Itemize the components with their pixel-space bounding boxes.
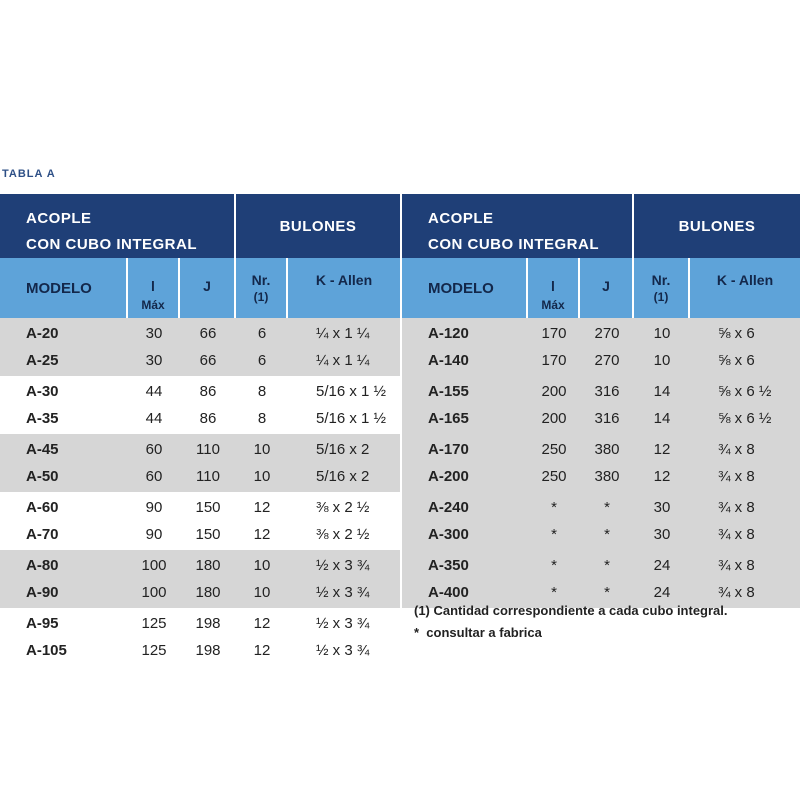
table-row	[0, 579, 400, 606]
cell-j: 110	[196, 468, 220, 485]
table-row	[402, 521, 800, 548]
row-group	[0, 376, 400, 434]
cell-l-max: 90	[145, 499, 163, 516]
cell-nr: 6	[257, 325, 267, 342]
cell-l-max: 30	[145, 325, 163, 342]
row-group	[402, 434, 800, 492]
cell-kallen: ⅝ x 6 ½	[718, 383, 772, 400]
cell-l-max: 60	[145, 441, 163, 458]
cell-kallen: ⅝ x 6	[718, 325, 755, 342]
row-group	[0, 492, 400, 550]
cell-modelo: A-165	[428, 410, 469, 427]
cell-j: *	[604, 526, 610, 543]
cell-j: 110	[196, 441, 220, 458]
cell-modelo: A-200	[428, 468, 469, 485]
cell-l-max: 200	[541, 410, 567, 427]
table-row	[0, 521, 400, 548]
cell-nr: 10	[253, 441, 271, 458]
cell-modelo: A-90	[26, 584, 59, 601]
cell-nr: 10	[653, 352, 671, 369]
cell-modelo: A-120	[428, 325, 469, 342]
cell-nr: 10	[253, 468, 271, 485]
cell-j: 270	[594, 352, 620, 369]
cell-nr: 10	[253, 584, 271, 601]
header-j-label: J	[203, 278, 211, 294]
table-body-right	[402, 318, 800, 608]
cell-modelo: A-140	[428, 352, 469, 369]
table-row	[0, 378, 400, 405]
table-row	[402, 494, 800, 521]
cell-modelo: A-105	[26, 642, 67, 659]
cell-modelo: A-240	[428, 499, 469, 516]
cell-modelo: A-170	[428, 441, 469, 458]
cell-kallen: ⅜ x 2 ½	[316, 526, 370, 543]
header-kallen	[288, 258, 400, 318]
table-row	[0, 347, 400, 374]
cell-l-max: 100	[141, 557, 167, 574]
cell-kallen: ¾ x 8	[718, 441, 755, 458]
cell-l-max: 44	[145, 383, 163, 400]
table-row	[0, 436, 400, 463]
cell-modelo: A-35	[26, 410, 59, 427]
table-row	[0, 405, 400, 432]
header-max: Máx	[141, 298, 165, 312]
cell-modelo: A-25	[26, 352, 59, 369]
cell-nr: 10	[653, 325, 671, 342]
cell-kallen: ½ x 3 ¾	[316, 642, 370, 659]
cell-kallen: 5/16 x 2	[316, 468, 370, 485]
cell-j: 86	[199, 410, 217, 427]
cell-nr: 12	[653, 468, 671, 485]
cell-l-max: 30	[145, 352, 163, 369]
cell-modelo: A-300	[428, 526, 469, 543]
cell-j: 150	[195, 499, 221, 516]
table-right	[402, 194, 800, 608]
cell-l-max: 44	[145, 410, 163, 427]
cell-kallen: ½ x 3 ¾	[316, 584, 370, 601]
table-body-left	[0, 318, 400, 666]
cell-kallen: ¾ x 8	[718, 468, 755, 485]
cell-kallen: ¾ x 8	[718, 557, 755, 574]
cell-nr: 14	[653, 410, 671, 427]
cell-j: 316	[594, 410, 620, 427]
cell-nr: 24	[653, 557, 671, 574]
table-row	[402, 347, 800, 374]
cell-j: 198	[195, 642, 221, 659]
cell-l-max: *	[551, 584, 557, 601]
cell-modelo: A-60	[26, 499, 59, 516]
table-row	[402, 552, 800, 579]
header-j	[180, 258, 236, 318]
cell-modelo: A-30	[26, 383, 59, 400]
table-row	[402, 405, 800, 432]
header-row-top	[402, 194, 800, 258]
cell-l-max: 200	[541, 383, 567, 400]
cell-kallen: ½ x 3 ¾	[316, 615, 370, 632]
cell-j: *	[604, 499, 610, 516]
cell-modelo: A-45	[26, 441, 59, 458]
header-kallen	[690, 258, 800, 318]
header-acople: ACOPLE CON CUBO INTEGRAL	[402, 194, 634, 258]
cell-modelo: A-70	[26, 526, 59, 543]
table-row	[0, 463, 400, 490]
cell-nr: 12	[253, 615, 271, 632]
table-row	[402, 320, 800, 347]
row-group	[402, 492, 800, 550]
header-l: l	[151, 278, 155, 294]
cell-l-max: 170	[541, 352, 567, 369]
table-row	[0, 637, 400, 664]
header-nr	[634, 258, 690, 318]
row-group	[0, 608, 400, 666]
cell-kallen: ¾ x 8	[718, 499, 755, 516]
cell-l-max: *	[551, 526, 557, 543]
footnote-1: (1) Cantidad correspondiente a cada cubo integral.	[414, 603, 728, 618]
cell-kallen: 5/16 x 2	[316, 441, 370, 458]
cell-kallen: ⅝ x 6	[718, 352, 755, 369]
cell-l-max: 125	[141, 615, 167, 632]
cell-nr: 24	[653, 584, 671, 601]
header-bulones: BULONES	[279, 217, 357, 235]
header-row-columns	[402, 258, 800, 318]
cell-j: 380	[594, 441, 620, 458]
header-modelo: MODELO	[402, 258, 528, 318]
header-row-columns	[0, 258, 400, 318]
header-kallen-label: K - Allen	[315, 272, 373, 288]
table-row	[402, 378, 800, 405]
cell-kallen: ¾ x 8	[718, 584, 755, 601]
cell-kallen: 5/16 x 1 ½	[316, 410, 387, 427]
row-group	[402, 318, 800, 376]
table-row	[0, 320, 400, 347]
cell-modelo: A-400	[428, 584, 469, 601]
cell-j: 180	[195, 557, 221, 574]
header-modelo: MODELO	[0, 258, 128, 318]
cell-l-max: *	[551, 499, 557, 516]
table-row	[402, 436, 800, 463]
header-j-label: J	[602, 278, 610, 294]
cell-nr: 14	[653, 383, 671, 400]
cell-l-max: 90	[145, 526, 163, 543]
table-row	[0, 494, 400, 521]
cell-kallen: ½ x 3 ¾	[316, 557, 370, 574]
cell-kallen: ¼ x 1 ¼	[316, 325, 370, 342]
cell-kallen: ¼ x 1 ¼	[316, 352, 370, 369]
header-nr-label: Nr.	[251, 272, 271, 288]
cell-nr: 10	[253, 557, 271, 574]
cell-nr: 8	[257, 383, 267, 400]
cell-modelo: A-155	[428, 383, 469, 400]
table-row	[0, 552, 400, 579]
cell-l-max: 250	[541, 468, 567, 485]
header-nr-label: Nr.	[651, 272, 671, 288]
cell-l-max: 60	[145, 468, 163, 485]
cell-j: 150	[195, 526, 221, 543]
table-left	[0, 194, 400, 666]
cell-modelo: A-50	[26, 468, 59, 485]
header-acople: ACOPLE CON CUBO INTEGRAL	[0, 194, 236, 258]
cell-j: 316	[594, 383, 620, 400]
table-row	[0, 610, 400, 637]
cell-nr: 30	[653, 499, 671, 516]
header-l: l	[551, 278, 555, 294]
cell-modelo: A-350	[428, 557, 469, 574]
cell-nr: 8	[257, 410, 267, 427]
cell-nr: 6	[257, 352, 267, 369]
cell-j: 270	[594, 325, 620, 342]
cell-modelo: A-80	[26, 557, 59, 574]
header-nr-note: (1)	[653, 290, 669, 304]
cell-l-max: 125	[141, 642, 167, 659]
cell-kallen: ⅝ x 6 ½	[718, 410, 772, 427]
header-row-top	[0, 194, 400, 258]
cell-j: 198	[195, 615, 221, 632]
header-nr	[236, 258, 288, 318]
cell-modelo: A-20	[26, 325, 59, 342]
header-max: Máx	[541, 298, 565, 312]
table-caption: TABLA A	[2, 168, 56, 180]
row-group	[0, 550, 400, 608]
cell-j: 180	[195, 584, 221, 601]
cell-l-max: 250	[541, 441, 567, 458]
header-nr-note: (1)	[253, 290, 269, 304]
header-j	[580, 258, 634, 318]
table-row	[402, 463, 800, 490]
header-kallen-label: K - Allen	[716, 272, 774, 288]
cell-modelo: A-95	[26, 615, 59, 632]
cell-l-max: 170	[541, 325, 567, 342]
row-group	[0, 318, 400, 376]
header-l-max	[528, 258, 580, 318]
cell-kallen: ⅜ x 2 ½	[316, 499, 370, 516]
cell-nr: 12	[253, 642, 271, 659]
cell-l-max: *	[551, 557, 557, 574]
footnote-2: * consultar a fabrica	[414, 625, 542, 640]
cell-l-max: 100	[141, 584, 167, 601]
row-group	[0, 434, 400, 492]
cell-j: 380	[594, 468, 620, 485]
cell-j: *	[604, 584, 610, 601]
row-group	[402, 376, 800, 434]
cell-nr: 12	[253, 526, 271, 543]
cell-nr: 12	[653, 441, 671, 458]
cell-j: *	[604, 557, 610, 574]
header-l-max	[128, 258, 180, 318]
cell-j: 86	[199, 383, 217, 400]
header-bulones: BULONES	[678, 217, 756, 235]
cell-kallen: ¾ x 8	[718, 526, 755, 543]
cell-nr: 12	[253, 499, 271, 516]
footnotes	[414, 600, 728, 644]
cell-j: 66	[199, 325, 217, 342]
cell-kallen: 5/16 x 1 ½	[316, 383, 387, 400]
cell-nr: 30	[653, 526, 671, 543]
cell-j: 66	[199, 352, 217, 369]
